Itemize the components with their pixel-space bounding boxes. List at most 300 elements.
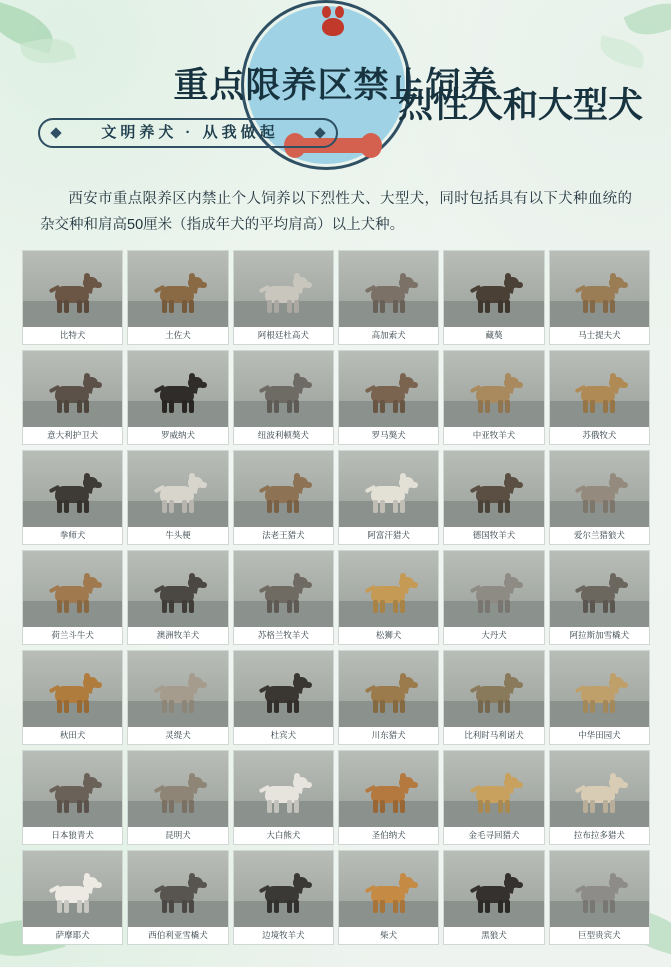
dog-part xyxy=(583,400,588,413)
breed-photo xyxy=(234,851,333,927)
dog-illustration xyxy=(573,379,625,413)
dog-illustration xyxy=(573,279,625,313)
dog-part xyxy=(64,900,69,913)
breed-name: 罗马獒犬 xyxy=(339,427,438,444)
dog-part xyxy=(515,282,523,288)
dog-illustration xyxy=(363,379,415,413)
breed-name: 昆明犬 xyxy=(128,827,227,844)
breed-name: 高加索犬 xyxy=(339,327,438,344)
dog-part xyxy=(610,300,615,313)
dog-part xyxy=(478,800,483,813)
dog-part xyxy=(393,700,398,713)
dog-part xyxy=(380,600,385,613)
dog-part xyxy=(485,700,490,713)
breed-name: 西伯利亚雪橇犬 xyxy=(128,927,227,944)
dog-part xyxy=(400,873,406,880)
breed-card xyxy=(443,850,544,945)
dog-part xyxy=(505,300,510,313)
dog-part xyxy=(400,773,406,780)
breed-card xyxy=(127,750,228,845)
breed-name: 杜宾犬 xyxy=(234,727,333,744)
dog-illustration xyxy=(363,679,415,713)
dog-part xyxy=(274,500,279,513)
dog-part xyxy=(189,800,194,813)
dog-part xyxy=(169,500,174,513)
dog-illustration xyxy=(468,379,520,413)
dog-part xyxy=(400,600,405,613)
dog-part xyxy=(274,300,279,313)
breed-card xyxy=(338,250,439,345)
breed-photo xyxy=(339,751,438,827)
dog-part xyxy=(505,573,511,580)
dog-illustration xyxy=(152,879,204,913)
breed-card xyxy=(22,650,123,745)
dog-illustration xyxy=(468,679,520,713)
dog-part xyxy=(478,400,483,413)
dog-part xyxy=(84,273,90,280)
dog-part xyxy=(267,900,272,913)
dog-part xyxy=(189,500,194,513)
breed-name: 法老王猎犬 xyxy=(234,527,333,544)
dog-part xyxy=(189,400,194,413)
dog-part xyxy=(505,473,511,480)
dog-part xyxy=(267,500,272,513)
dog-part xyxy=(620,882,628,888)
dog-part xyxy=(393,800,398,813)
dog-illustration xyxy=(468,479,520,513)
dog-part xyxy=(182,500,187,513)
breed-photo xyxy=(339,451,438,527)
dog-part xyxy=(294,600,299,613)
dog-part xyxy=(583,600,588,613)
breed-photo xyxy=(234,351,333,427)
dog-part xyxy=(169,700,174,713)
breed-photo xyxy=(444,651,543,727)
dog-part xyxy=(400,900,405,913)
breed-name: 拉布拉多猎犬 xyxy=(550,827,649,844)
dog-part xyxy=(94,282,102,288)
breed-card xyxy=(443,450,544,545)
breed-name: 中华田园犬 xyxy=(550,727,649,744)
breed-name: 金毛寻回猎犬 xyxy=(444,827,543,844)
dog-part xyxy=(505,773,511,780)
dog-part xyxy=(84,300,89,313)
dog-part xyxy=(189,600,194,613)
dog-part xyxy=(199,482,207,488)
breed-name: 秋田犬 xyxy=(23,727,122,744)
dog-part xyxy=(94,782,102,788)
breed-name: 巨型贵宾犬 xyxy=(550,927,649,944)
breed-name: 爱尔兰猎狼犬 xyxy=(550,527,649,544)
dog-part xyxy=(485,500,490,513)
dog-part xyxy=(162,300,167,313)
subtitle-banner xyxy=(38,118,338,148)
breed-name: 比利时马利诺犬 xyxy=(444,727,543,744)
dog-illustration xyxy=(152,679,204,713)
dog-part xyxy=(515,682,523,688)
dog-part xyxy=(182,300,187,313)
dog-part xyxy=(199,682,207,688)
dog-part xyxy=(64,800,69,813)
dog-part xyxy=(505,700,510,713)
breed-card xyxy=(549,850,650,945)
dog-part xyxy=(410,582,418,588)
dog-part xyxy=(505,873,511,880)
breed-card xyxy=(22,450,123,545)
dog-part xyxy=(603,300,608,313)
dog-illustration xyxy=(573,679,625,713)
dog-part xyxy=(498,300,503,313)
breed-photo xyxy=(550,851,649,927)
dog-part xyxy=(373,800,378,813)
dog-part xyxy=(169,800,174,813)
dog-part xyxy=(294,773,300,780)
breed-grid xyxy=(22,250,650,945)
dog-part xyxy=(77,300,82,313)
dog-illustration xyxy=(257,779,309,813)
breed-name: 大丹犬 xyxy=(444,627,543,644)
dog-part xyxy=(603,400,608,413)
dog-part xyxy=(373,300,378,313)
dog-part xyxy=(294,873,300,880)
dog-part xyxy=(583,700,588,713)
breed-card xyxy=(127,650,228,745)
dog-part xyxy=(304,282,312,288)
dog-part xyxy=(603,600,608,613)
dog-part xyxy=(267,300,272,313)
dog-part xyxy=(57,900,62,913)
dog-part xyxy=(393,500,398,513)
dog-part xyxy=(478,300,483,313)
dog-part xyxy=(400,273,406,280)
breed-photo xyxy=(128,451,227,527)
dog-part xyxy=(498,900,503,913)
dog-part xyxy=(64,400,69,413)
dog-part xyxy=(498,600,503,613)
breed-name: 土佐犬 xyxy=(128,327,227,344)
breed-photo xyxy=(23,651,122,727)
dog-part xyxy=(410,282,418,288)
dog-part xyxy=(505,800,510,813)
dog-part xyxy=(274,700,279,713)
breed-photo xyxy=(23,551,122,627)
dog-part xyxy=(84,573,90,580)
dog-part xyxy=(294,900,299,913)
breed-card xyxy=(22,250,123,345)
dog-part xyxy=(620,382,628,388)
breed-name: 阿拉斯加雪橇犬 xyxy=(550,627,649,644)
breed-name: 澳洲牧羊犬 xyxy=(128,627,227,644)
breed-name: 意大利护卫犬 xyxy=(23,427,122,444)
dog-part xyxy=(393,600,398,613)
dog-part xyxy=(199,882,207,888)
breed-card xyxy=(338,850,439,945)
dog-part xyxy=(498,800,503,813)
dog-part xyxy=(515,382,523,388)
dog-illustration xyxy=(152,379,204,413)
dog-illustration xyxy=(152,779,204,813)
dog-part xyxy=(274,800,279,813)
dog-part xyxy=(393,900,398,913)
dog-part xyxy=(294,573,300,580)
dog-part xyxy=(84,873,90,880)
dog-part xyxy=(583,300,588,313)
dog-part xyxy=(590,500,595,513)
dog-illustration xyxy=(47,479,99,513)
dog-part xyxy=(287,600,292,613)
dog-part xyxy=(400,673,406,680)
breed-name: 苏俄牧犬 xyxy=(550,427,649,444)
dog-part xyxy=(57,500,62,513)
breed-card xyxy=(338,450,439,545)
dog-part xyxy=(294,273,300,280)
dog-illustration xyxy=(47,679,99,713)
dog-part xyxy=(603,800,608,813)
dog-part xyxy=(590,800,595,813)
dog-part xyxy=(478,700,483,713)
dog-part xyxy=(64,700,69,713)
breed-photo xyxy=(550,651,649,727)
dog-part xyxy=(267,400,272,413)
dog-part xyxy=(505,400,510,413)
dog-illustration xyxy=(47,779,99,813)
dog-part xyxy=(373,500,378,513)
dog-part xyxy=(94,582,102,588)
dog-part xyxy=(304,882,312,888)
breed-card xyxy=(127,350,228,445)
dog-illustration xyxy=(47,579,99,613)
dog-part xyxy=(189,673,195,680)
breed-name: 松狮犬 xyxy=(339,627,438,644)
breed-card xyxy=(549,450,650,545)
dog-part xyxy=(77,600,82,613)
dog-part xyxy=(84,500,89,513)
breed-card xyxy=(549,250,650,345)
dog-part xyxy=(373,700,378,713)
dog-part xyxy=(400,400,405,413)
dog-part xyxy=(485,600,490,613)
dog-part xyxy=(505,273,511,280)
breed-name: 纽波利顿獒犬 xyxy=(234,427,333,444)
dog-part xyxy=(94,682,102,688)
breed-card xyxy=(443,750,544,845)
dog-part xyxy=(505,600,510,613)
breed-photo xyxy=(234,751,333,827)
dog-part xyxy=(304,582,312,588)
dog-part xyxy=(84,800,89,813)
dog-part xyxy=(485,400,490,413)
dog-part xyxy=(84,700,89,713)
dog-part xyxy=(84,673,90,680)
intro-text: 西安市重点限养区内禁止个人饲养以下烈性犬、大型犬，同时包括具有以下犬种血统的杂交种和肩高50厘米（指成年犬的平均肩高）以上犬种。 xyxy=(40,191,632,233)
breed-photo xyxy=(550,251,649,327)
dog-part xyxy=(610,900,615,913)
breed-photo xyxy=(550,751,649,827)
breed-card xyxy=(549,550,650,645)
dog-part xyxy=(400,573,406,580)
dog-part xyxy=(162,400,167,413)
dog-illustration xyxy=(363,479,415,513)
dog-part xyxy=(182,600,187,613)
dog-part xyxy=(620,282,628,288)
breed-card xyxy=(338,750,439,845)
dog-part xyxy=(189,373,195,380)
dog-part xyxy=(182,400,187,413)
dog-part xyxy=(57,400,62,413)
breed-name: 阿富汗猎犬 xyxy=(339,527,438,544)
dog-illustration xyxy=(468,779,520,813)
dog-part xyxy=(189,873,195,880)
dog-part xyxy=(478,600,483,613)
dog-part xyxy=(199,582,207,588)
breed-card xyxy=(233,850,334,945)
breed-photo xyxy=(23,251,122,327)
breed-name: 拳师犬 xyxy=(23,527,122,544)
breed-card xyxy=(22,550,123,645)
dog-part xyxy=(583,800,588,813)
dog-illustration xyxy=(257,679,309,713)
poster-header xyxy=(0,0,671,176)
dog-part xyxy=(294,500,299,513)
dog-part xyxy=(304,482,312,488)
dog-part xyxy=(603,700,608,713)
dog-part xyxy=(169,600,174,613)
breed-photo xyxy=(444,351,543,427)
dog-part xyxy=(162,900,167,913)
breed-name: 苏格兰牧羊犬 xyxy=(234,627,333,644)
dog-part xyxy=(620,482,628,488)
dog-part xyxy=(57,800,62,813)
dog-part xyxy=(610,773,616,780)
dog-illustration xyxy=(573,779,625,813)
dog-part xyxy=(274,900,279,913)
breed-card xyxy=(127,850,228,945)
dog-part xyxy=(410,882,418,888)
breed-photo xyxy=(444,851,543,927)
intro-paragraph xyxy=(40,186,632,238)
breed-card xyxy=(22,850,123,945)
dog-part xyxy=(380,800,385,813)
dog-illustration xyxy=(152,279,204,313)
dog-part xyxy=(610,500,615,513)
dog-part xyxy=(57,600,62,613)
breed-name: 藏獒 xyxy=(444,327,543,344)
breed-photo xyxy=(444,251,543,327)
breed-card xyxy=(233,650,334,745)
paw-icon xyxy=(322,18,344,36)
dog-part xyxy=(77,400,82,413)
dog-part xyxy=(478,900,483,913)
breed-photo xyxy=(128,251,227,327)
breed-photo xyxy=(23,351,122,427)
breed-card xyxy=(549,650,650,745)
dog-part xyxy=(400,373,406,380)
dog-part xyxy=(182,700,187,713)
breed-name: 灵缇犬 xyxy=(128,727,227,744)
breed-name: 比特犬 xyxy=(23,327,122,344)
dog-illustration xyxy=(363,879,415,913)
dog-part xyxy=(199,382,207,388)
breed-photo xyxy=(339,551,438,627)
breed-card xyxy=(233,250,334,345)
breed-card xyxy=(22,750,123,845)
dog-illustration xyxy=(573,879,625,913)
dog-part xyxy=(410,782,418,788)
dog-part xyxy=(498,700,503,713)
dog-illustration xyxy=(152,479,204,513)
breed-photo xyxy=(128,751,227,827)
dog-part xyxy=(610,400,615,413)
breed-photo xyxy=(23,751,122,827)
dog-part xyxy=(199,282,207,288)
dog-part xyxy=(189,900,194,913)
breed-card xyxy=(127,550,228,645)
dog-part xyxy=(498,500,503,513)
dog-part xyxy=(400,700,405,713)
breed-card xyxy=(233,750,334,845)
breed-photo xyxy=(23,451,122,527)
dog-part xyxy=(498,400,503,413)
dog-part xyxy=(590,300,595,313)
dog-part xyxy=(274,400,279,413)
dog-illustration xyxy=(257,379,309,413)
dog-part xyxy=(590,400,595,413)
dog-part xyxy=(590,700,595,713)
dog-part xyxy=(84,473,90,480)
dog-illustration xyxy=(468,579,520,613)
breed-photo xyxy=(444,451,543,527)
dog-illustration xyxy=(468,279,520,313)
dog-part xyxy=(189,773,195,780)
dog-part xyxy=(603,500,608,513)
dog-part xyxy=(287,900,292,913)
breed-card xyxy=(338,550,439,645)
dog-illustration xyxy=(363,779,415,813)
dog-part xyxy=(400,473,406,480)
breed-card xyxy=(443,550,544,645)
breed-photo xyxy=(339,851,438,927)
breed-photo xyxy=(128,651,227,727)
dog-part xyxy=(583,900,588,913)
breed-photo xyxy=(550,551,649,627)
dog-part xyxy=(393,400,398,413)
dog-part xyxy=(505,673,511,680)
dog-part xyxy=(478,500,483,513)
breed-photo xyxy=(339,251,438,327)
breed-name: 牛头梗 xyxy=(128,527,227,544)
dog-part xyxy=(610,473,616,480)
dog-part xyxy=(505,900,510,913)
breed-name: 黑狼犬 xyxy=(444,927,543,944)
dog-part xyxy=(603,900,608,913)
dog-part xyxy=(515,782,523,788)
dog-part xyxy=(515,582,523,588)
breed-name: 德国牧羊犬 xyxy=(444,527,543,544)
dog-part xyxy=(294,400,299,413)
dog-part xyxy=(380,400,385,413)
dog-part xyxy=(287,300,292,313)
dog-part xyxy=(485,900,490,913)
dog-part xyxy=(64,500,69,513)
breed-name: 中亚牧羊犬 xyxy=(444,427,543,444)
dog-part xyxy=(380,900,385,913)
breed-card xyxy=(233,550,334,645)
breed-photo xyxy=(128,551,227,627)
dog-part xyxy=(620,582,628,588)
dog-illustration xyxy=(47,879,99,913)
dog-part xyxy=(620,682,628,688)
breed-photo xyxy=(339,651,438,727)
